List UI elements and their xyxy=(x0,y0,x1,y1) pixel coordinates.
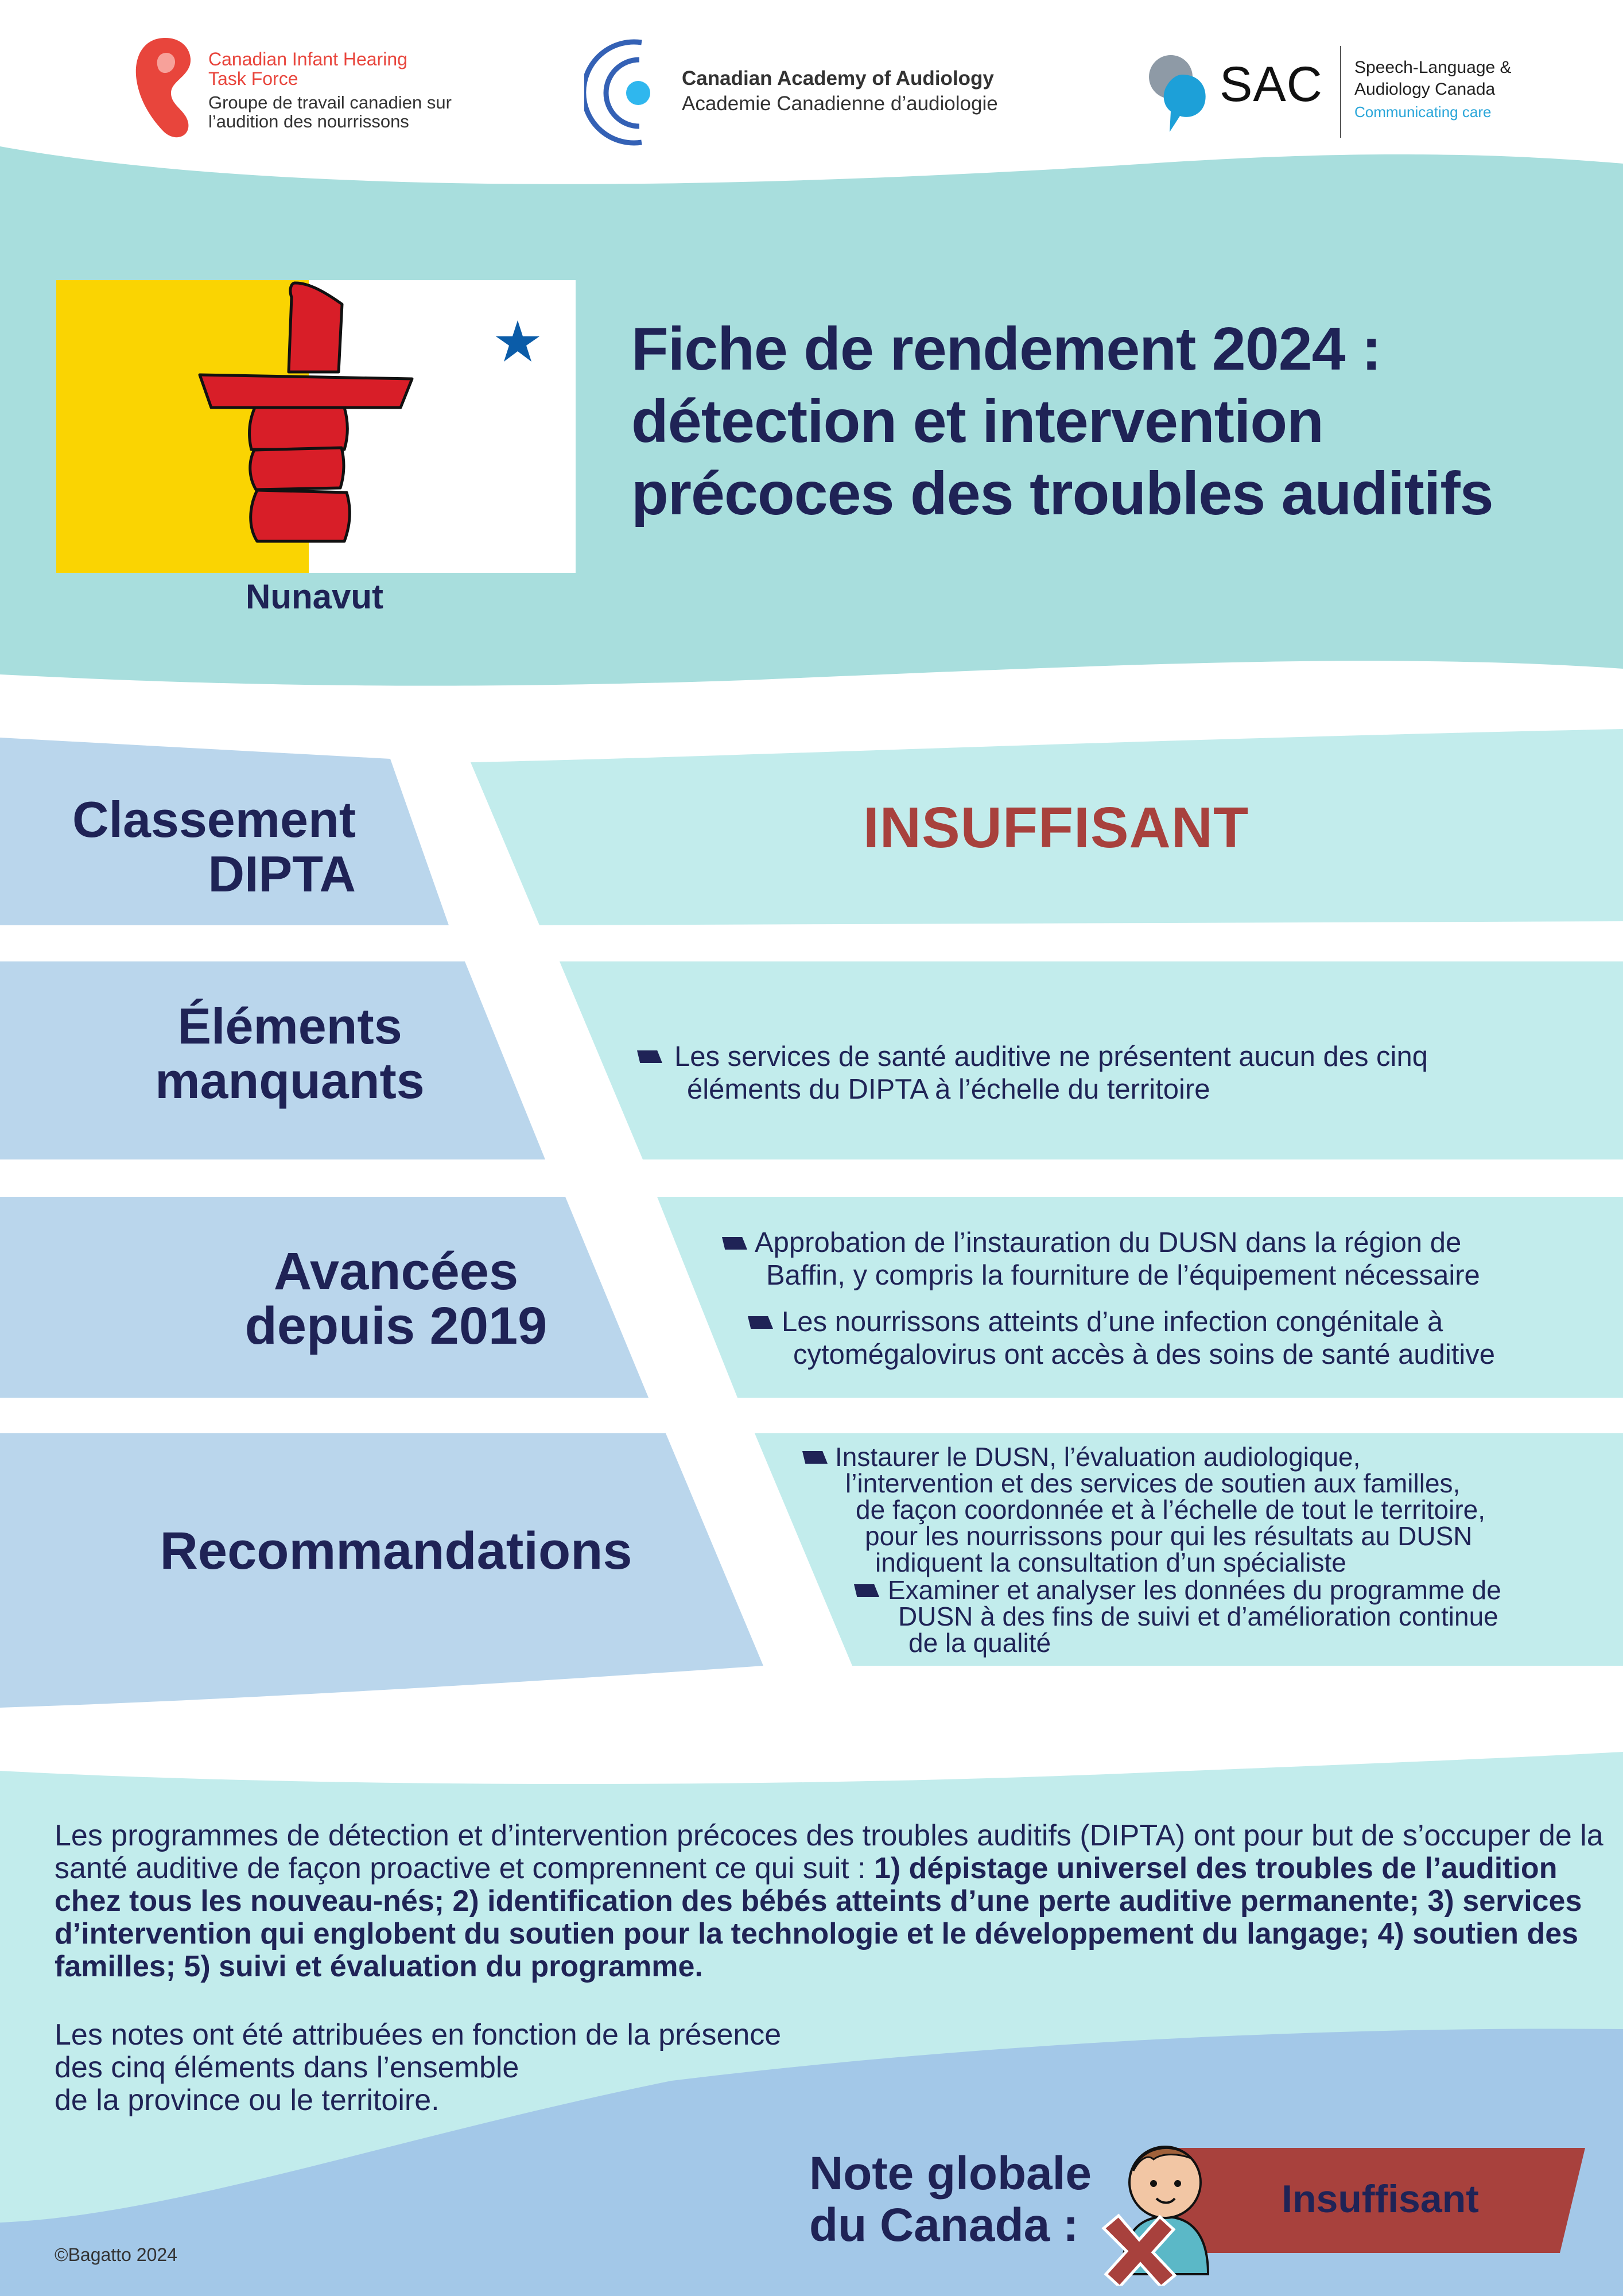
grading-note-line2: des cinq éléments dans l’ensemble xyxy=(55,2051,519,2084)
sac-wordmark: SAC xyxy=(1220,57,1323,112)
rec2-line3: de la qualité xyxy=(908,1628,1051,1658)
avancees-bullet-2-line2: cytomégalovirus ont accès à des soins de santé auditive xyxy=(793,1339,1495,1370)
avancees-bullet-2-line1: Les nourrissons atteints d’une infection congénitale à xyxy=(782,1306,1443,1337)
overall-label-line2: du Canada : xyxy=(809,2199,1079,2251)
page-title-line2: détection et intervention xyxy=(631,387,1323,455)
sac-tagline: Communicating care xyxy=(1354,103,1492,121)
rec1-line2: l’intervention et des services de soutien aux familles, xyxy=(845,1468,1461,1498)
rec1-line3: de façon coordonnée et à l’échelle de tout le territoire, xyxy=(856,1495,1486,1525)
rec2-line1: Examiner et analyser les données du programme de xyxy=(888,1575,1501,1605)
avancees-bullet-1-line1: Approbation de l’instauration du DUSN dans la région de xyxy=(755,1227,1462,1258)
overall-rating: Insuffisant xyxy=(1282,2177,1479,2221)
page-title-line3: précoces des troubles auditifs xyxy=(631,460,1493,528)
baby-icon xyxy=(1099,2136,1231,2286)
manquants-bullet-1 xyxy=(674,1041,1428,1106)
classement-label-line1: Classement xyxy=(72,791,356,848)
dipta-components: 1) dépistage universel des troubles de l’audition chez tous les nouveau-nés; 2) identification des bébés atteints d’une perte auditive permanente; 3) services d’intervention qui englobent du soutien pour la technologie et le développement du langage; 4) soutien des familles; 5) suivi et évaluation du programme. xyxy=(55,1852,1582,1983)
rec2-line2: DUSN à des fins de suivi et d’amélioration continue xyxy=(898,1601,1498,1631)
nunavut-flag xyxy=(56,280,576,573)
classement-label xyxy=(52,792,356,901)
ear-icon xyxy=(131,36,200,142)
grading-note xyxy=(55,2019,915,2117)
avancees-label xyxy=(189,1244,603,1353)
rec1-line4: pour les nourrissons pour qui les résultats au DUSN xyxy=(865,1521,1473,1551)
recommandations-bullet-1 xyxy=(835,1444,1485,1576)
classement-label-line2: DIPTA xyxy=(208,846,356,902)
grading-note-line1: Les notes ont été attribuées en fonction de la présence xyxy=(55,2018,782,2051)
copyright: ©Bagatto 2024 xyxy=(55,2244,177,2265)
sac-line2: Audiology Canada xyxy=(1354,80,1496,99)
avancees-label-line2: depuis 2019 xyxy=(244,1297,548,1355)
caa-logo[interactable] xyxy=(584,39,1043,148)
sac-logo[interactable] xyxy=(1148,46,1584,144)
rec1-line1: Instaurer le DUSN, l’évaluation audiologique, xyxy=(835,1442,1361,1472)
avancees-label-line1: Avancées xyxy=(273,1242,519,1301)
recommandations-label: Recommandations xyxy=(160,1522,632,1580)
territory-name: Nunavut xyxy=(246,577,383,616)
page-title xyxy=(631,313,1607,530)
avancees-bullet-1-line2: Baffin, y compris la fourniture de l’équipement nécessaire xyxy=(766,1260,1480,1291)
overall-label xyxy=(809,2148,1092,2251)
chhtf-en-line1: Canadian Infant Hearing xyxy=(208,49,407,69)
sound-wave-icon xyxy=(584,39,659,148)
chhtf-logo[interactable] xyxy=(131,36,475,145)
caa-name-fr: Academie Canadienne d’audiologie xyxy=(682,92,998,115)
dipta-rating: INSUFFISANT xyxy=(863,796,1249,860)
caa-name-en: Canadian Academy of Audiology xyxy=(682,67,994,90)
overall-label-line1: Note globale xyxy=(809,2147,1092,2200)
dipta-description-text: Les programmes de détection et d’intervention précoces des troubles auditifs (DIPTA) ont pour but de s’occuper de la santé auditive de façon proactive et comprennent ce qui suit : xyxy=(55,1819,1603,1885)
chhtf-fr-line2: l’audition des nourrissons xyxy=(208,111,409,132)
sac-divider xyxy=(1340,46,1341,138)
speech-bubble-icon xyxy=(1148,52,1211,138)
chhtf-fr-line1: Groupe de travail canadien sur xyxy=(208,92,452,113)
manquants-label-line1: Éléments xyxy=(177,998,402,1054)
manquants-bullet-1-line1: Les services de santé auditive ne présentent aucun des cinq xyxy=(674,1041,1428,1072)
manquants-label xyxy=(86,999,494,1108)
manquants-label-line2: manquants xyxy=(155,1052,425,1109)
avancees-bullet-2 xyxy=(782,1306,1495,1371)
avancees-bullet-1 xyxy=(755,1227,1480,1292)
recommandations-bullet-2 xyxy=(888,1577,1501,1656)
page-title-line1: Fiche de rendement 2024 : xyxy=(631,315,1381,383)
grading-note-line3: de la province ou le territoire. xyxy=(55,2084,440,2117)
rec1-line5: indiquent la consultation d’un spécialiste xyxy=(875,1548,1346,1577)
chhtf-en-line2: Task Force xyxy=(208,68,298,90)
sac-line1: Speech-Language & xyxy=(1354,58,1512,77)
dipta-description xyxy=(55,1820,1604,1983)
manquants-bullet-1-line2: éléments du DIPTA à l’échelle du territoire xyxy=(687,1074,1210,1105)
